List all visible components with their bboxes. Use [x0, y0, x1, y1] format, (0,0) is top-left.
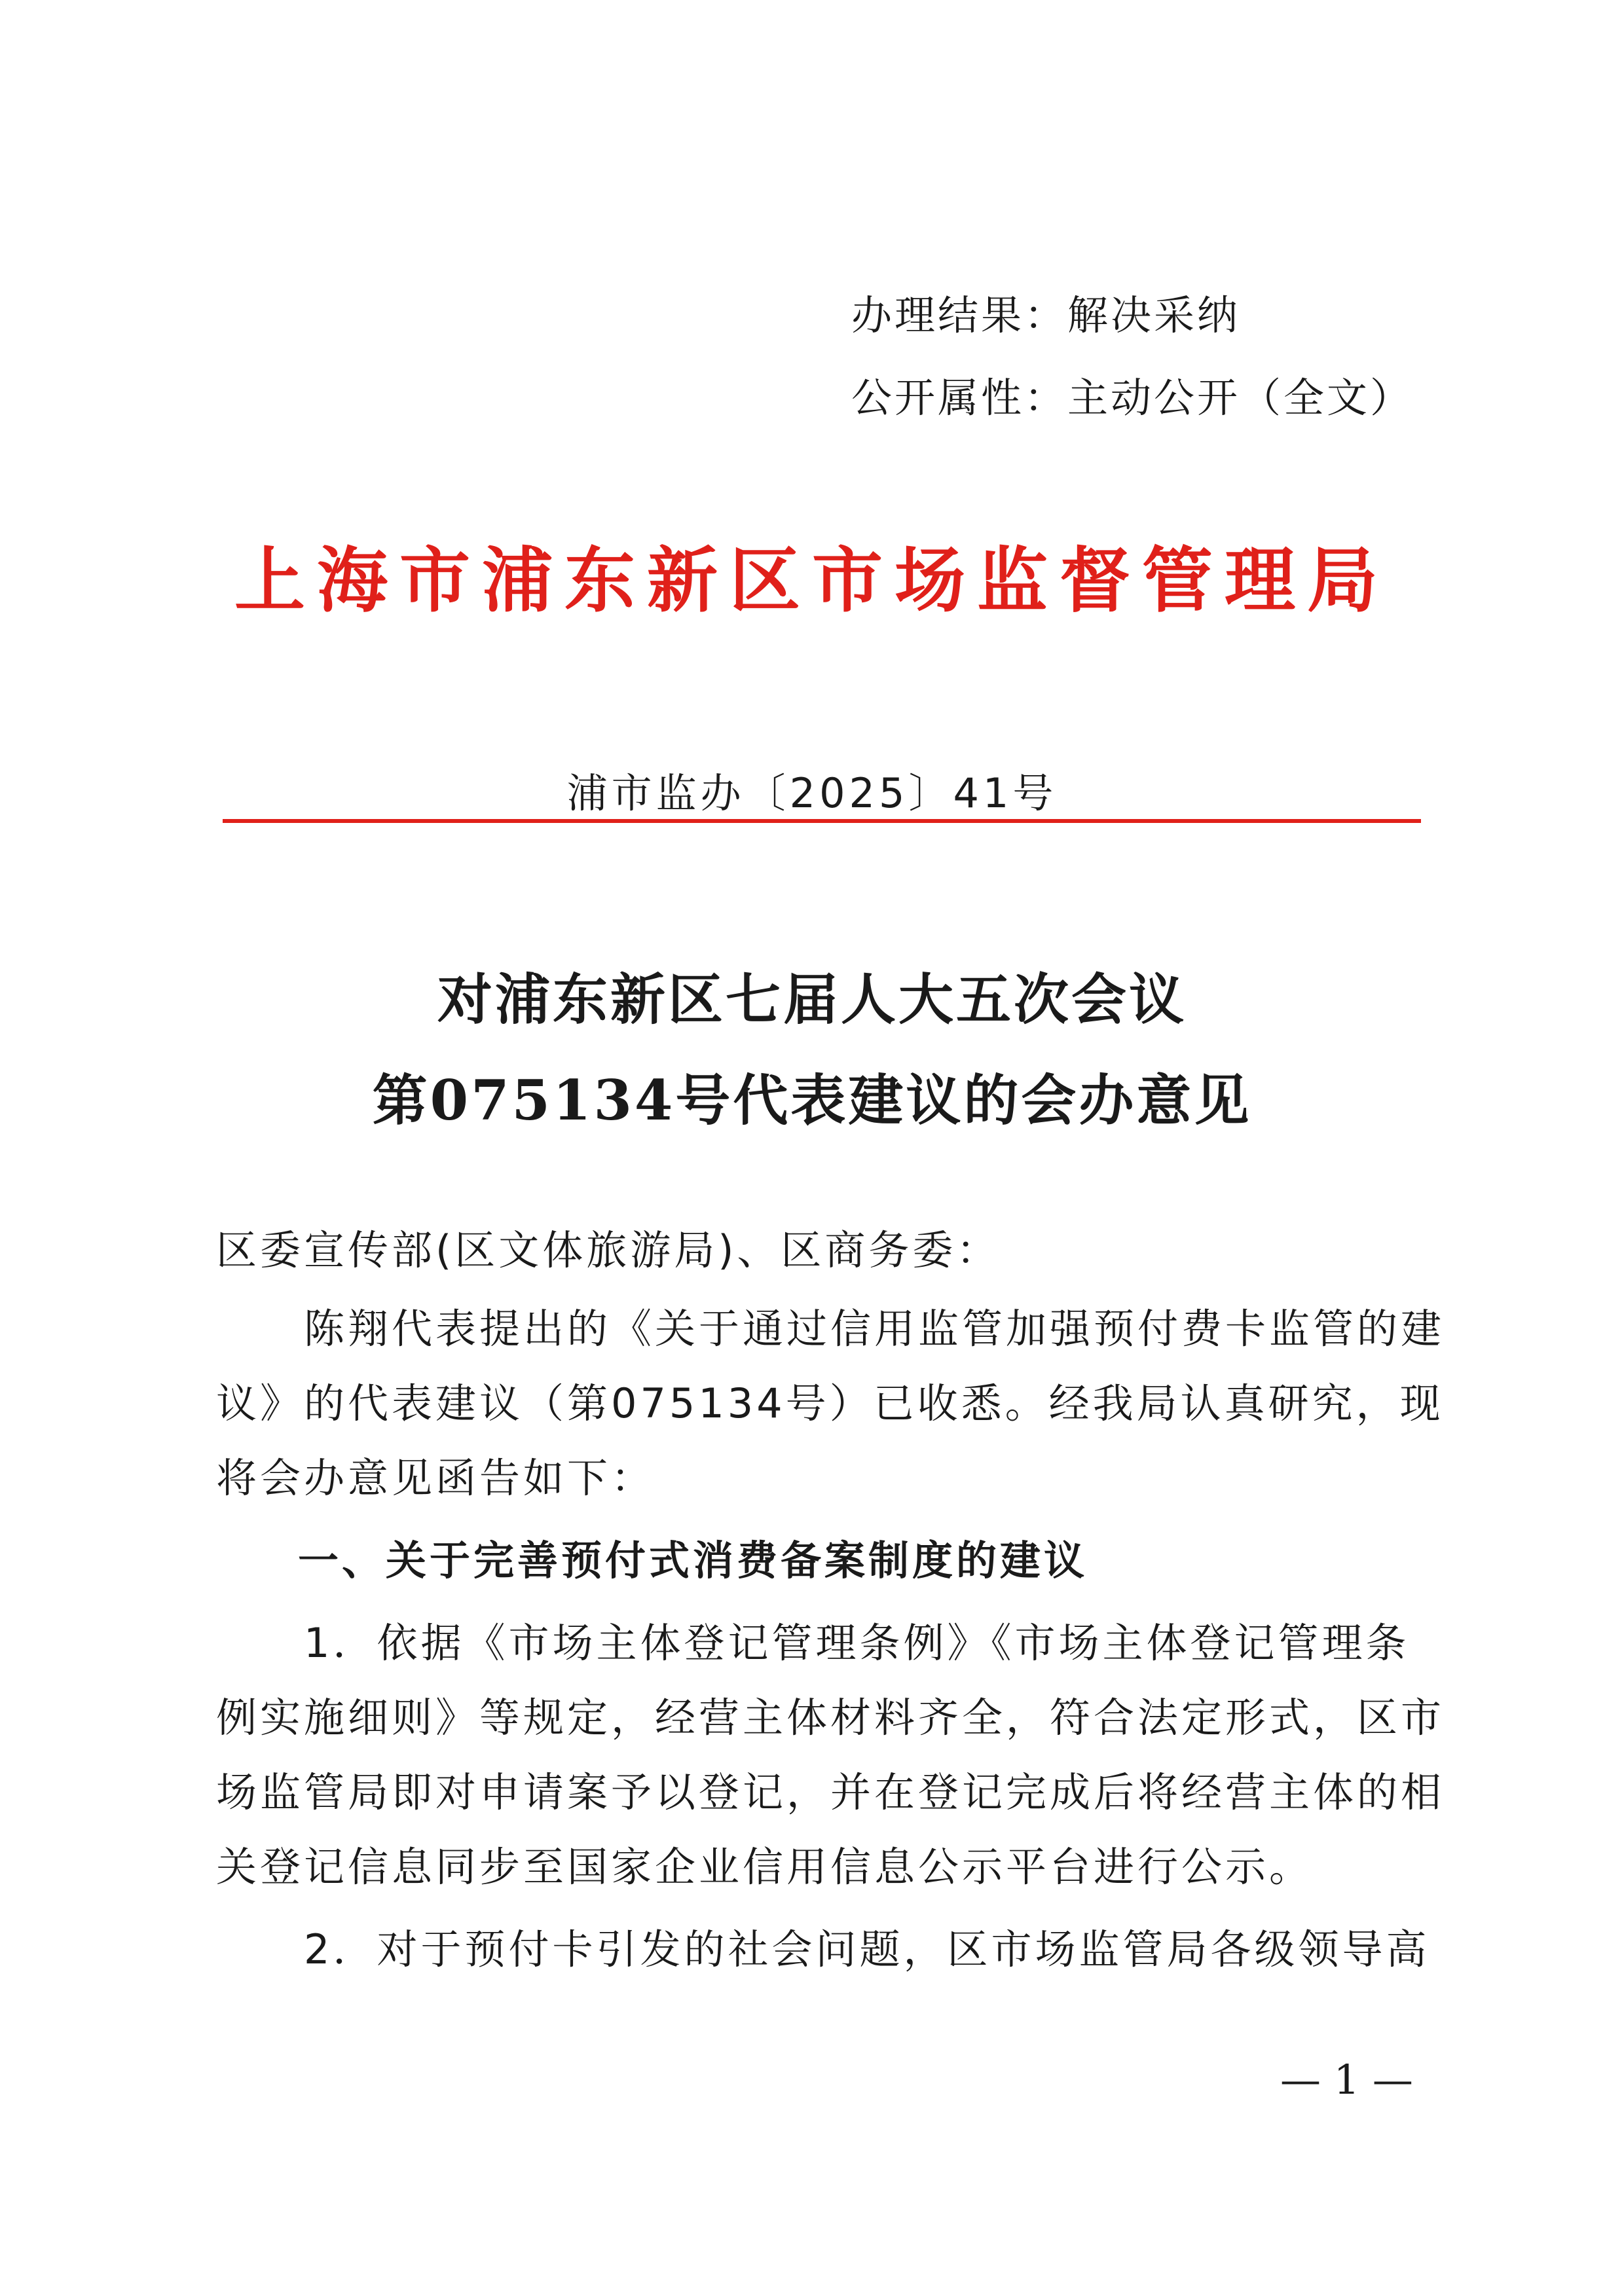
handling-result: 办理结果：解决采纳: [851, 291, 1241, 339]
addressee: 区委宣传部(区文体旅游局)、区商务委：: [216, 1226, 1001, 1274]
document-title-line-2: 第075134号代表建议的会办意见: [372, 1068, 1252, 1133]
body-line: 陈翔代表提出的《关于通过信用监管加强预付费卡监管的建: [304, 1305, 1445, 1353]
body-line: 将会办意见函告如下：: [216, 1454, 655, 1502]
red-divider-line: [223, 819, 1421, 823]
section-heading: 一、关于完善预付式消费备案制度的建议: [298, 1537, 1088, 1584]
document-number: 浦市监办〔2025〕41号: [566, 769, 1058, 817]
disclosure-attribute: 公开属性：主动公开（全文）: [851, 374, 1414, 422]
body-line: 议》的代表建议（第075134号）已收悉。经我局认真研究，现: [216, 1379, 1444, 1427]
body-line: 场监管局即对申请案予以登记，并在登记完成后将经营主体的相: [216, 1768, 1445, 1816]
document-title-line-1: 对浦东新区七届人大五次会议: [437, 967, 1187, 1032]
body-line: 2．对于预付卡引发的社会问题，区市场监管局各级领导高: [304, 1925, 1430, 1973]
page-number: — 1 —: [1280, 2056, 1413, 2104]
organization-header: 上海市浦东新区市场监督管理局: [234, 539, 1390, 622]
body-line: 关登记信息同步至国家企业信用信息公示平台进行公示。: [216, 1843, 1314, 1891]
body-line: 1．依据《市场主体登记管理条例》《市场主体登记管理条: [304, 1619, 1410, 1667]
body-line: 例实施细则》等规定，经营主体材料齐全，符合法定形式，区市: [216, 1694, 1445, 1741]
